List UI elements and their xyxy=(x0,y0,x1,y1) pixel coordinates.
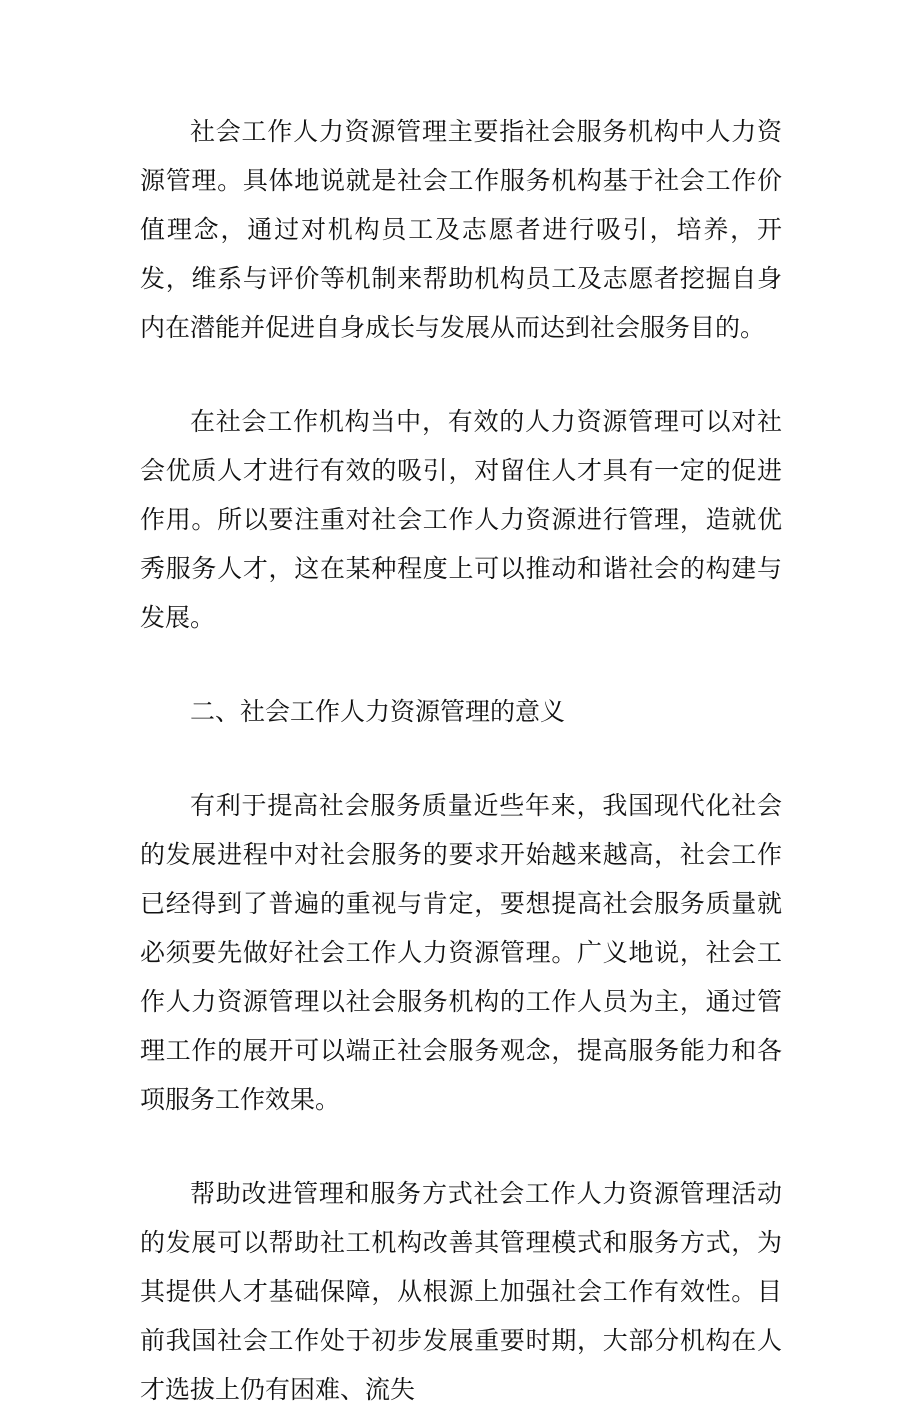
paragraph-service-quality: 有利于提高社会服务质量近些年来，我国现代化社会的发展进程中对社会服务的要求开始越来越高，社会工作已经得到了普遍的重视与肯定，要想提高社会服务质量就必须要先做好社会工作人力资源管理。广义地说，社会工作人力资源管理以社会服务机构的工作人员为主，通过管理工作的展开可以端正社会服务观念，提高服务能力和各项服务工作效果。 xyxy=(140,791,782,1114)
section-heading: 二、社会工作人力资源管理的意义 xyxy=(190,697,566,726)
paragraph-definition: 社会工作人力资源管理主要指社会服务机构中人力资源管理。具体地说就是社会工作服务机构基于社会工作价值理念，通过对机构员工及志愿者进行吸引，培养，开发，维系与评价等机制来帮助机构员工及志愿者挖掘自身内在潜能并促进自身成长与发展从而达到社会服务目的。 xyxy=(140,117,782,342)
paragraph-importance: 在社会工作机构当中，有效的人力资源管理可以对社会优质人才进行有效的吸引，对留住人才具有一定的促进作用。所以要注重对社会工作人力资源进行管理，造就优秀服务人才，这在某种程度上可以推动和谐社会的构建与发展。 xyxy=(140,407,782,632)
paragraph-management-methods: 帮助改进管理和服务方式社会工作人力资源管理活动的发展可以帮助社工机构改善其管理模式和服务方式，为其提供人才基础保障，从根源上加强社会工作有效性。目前我国社会工作处于初步发展重要时期，大部分机构在人才选拔上仍有困难、流失 xyxy=(140,1179,782,1404)
document-body xyxy=(140,107,782,1414)
